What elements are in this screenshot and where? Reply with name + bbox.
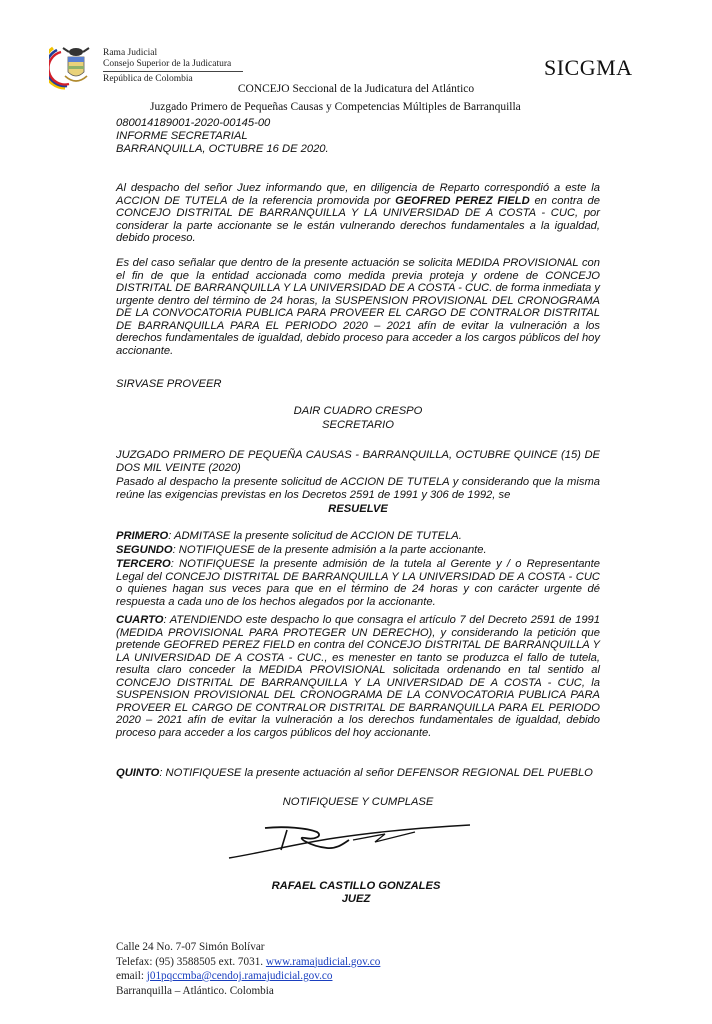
footer-phone: Telefax: (95) 3588505 ext. 7031. [116,955,266,968]
tercero-label: TERCERO [116,558,171,570]
cuarto-text: : ATENDIENDO este despacho lo que consagra el artículo 7 del Decreto 2591 de 1991 (MEDIDA PROVISIONAL PARA PROTEGER UN DERECHO), y considerando la petición que pretende GEOFRED PEREZ FIELD en contra del CONCEJO DISTRITAL DE BARRANQUILLA Y LA UNIVERSIDAD DE A COSTA - CUC., es menester en tanto se produzca el fallo de tutela, resulta claro conceder la MEDIDA PROVISIONAL solicitada ordenando en tal sentido al CONCEJO DISTRITAL DE BARRANQUILLA Y LA UNIVERSIDAD DE A COSTA - CUC, la SUSPENSION PROVISIONAL DEL CRONOGRAMA DE LA CONVOCATORIA PUBLICA PARA PROVEER EL CARGO DE CONTRALOR DISTRITAL DE BARRANQUILLA PARA EL PERIODO 2020 – 2021 afín de evitar la vulneración a los derechos fundamentales de igualdad, debido proceso para acceder a los cargos públicos del hoy accionante. [116,614,600,739]
item-segundo [116,544,600,557]
footer-address: Calle 24 No. 7-07 Simón Bolívar [116,941,265,953]
segundo-label: SEGUNDO [116,544,173,556]
footer-email-line [116,969,380,984]
report-paragraph-2: Es del caso señalar que dentro de la presente actuación se solicita MEDIDA PROVISIONAL con el fin de que la entidad accionada como medida previa proteja y ordene de CONCEJO DISTRITAL DE BARRANQUILLA Y LA UNIVERSIDAD DE A COSTA - CUC. de forma inmediata y urgente dentro del término de 24 horas, la SUSPENSION PROVISIONAL DEL CRONOGRAMA DE LA CONVOCATORIA PUBLICA PARA PROVEER EL CARGO DE CONTRALOR DISTRITAL DE BARRANQUILLA PARA EL PERIODO 2020 – 2021 afín de evitar la vulneración a los derechos fundamentales de igualdad, debido proceso para acceder a los cargos públicos del hoy accionante. [116,257,600,357]
resuelve-heading: RESUELVE [328,503,388,515]
closing-formula: NOTIFIQUESE Y CUMPLASE [282,796,434,808]
item-quinto [116,767,600,780]
report-label: INFORME SECRETARIAL [116,130,248,142]
case-number: 080014189001-2020-00145-00 [116,117,271,129]
item-tercero [116,558,600,608]
brand-label: SICGMA [544,55,633,80]
order-intro: Pasado al despacho la presente solicitud de ACCION DE TUTELA y considerando que la misma reúne las exigencias previstas en los Decretos 2591 de 1991 y 306 de 1992, se [116,476,600,501]
report-paragraph-1 [116,182,600,245]
item-cuarto [116,614,600,739]
court-heading: Juzgado Primero de Pequeñas Causas y Competencias Múltiples de Barranquilla [150,101,521,113]
quinto-label: QUINTO [116,767,160,779]
order-heading: JUZGADO PRIMERO DE PEQUEÑA CAUSAS - BARRANQUILLA, OCTUBRE QUINCE (15) DE DOS MIL VEINTE (2020) [116,449,600,474]
quinto-text: : NOTIFIQUESE la presente actuación al señor DEFENSOR REGIONAL DEL PUEBLO [159,767,593,779]
tercero-text: : NOTIFIQUESE la presente admisión de la tutela al Gerente y / o Representante Legal del CONCEJO DISTRITAL DE BARRANQUILLA Y LA UNIVERSIDAD DE A COSTA - CUC o quienes hagan sus veces para que en el término de 24 horas y con carácter urgente dé respuesta a cada uno de los hechos alegados por la accionante. [116,558,600,608]
judge-signature [225,822,475,864]
item-primero [116,530,600,543]
secretary-name: DAIR CUADRO CRESPO [293,405,423,417]
email-link[interactable]: j01pqccmba@cendoj.ramajudicial.gov.co [146,970,333,982]
footer-city: Barranquilla – Atlántico. Colombia [116,984,274,997]
place-date: BARRANQUILLA, OCTUBRE 16 DE 2020. [116,143,329,155]
org-line-1: Rama Judicial [103,48,158,58]
judge-name: RAFAEL CASTILLO GONZALES [271,880,441,892]
cuarto-label: CUARTO [116,614,164,626]
case-meta [116,117,329,156]
org-line-3: República de Colombia [103,74,193,84]
judge-title: JUEZ [341,893,371,905]
website-link[interactable]: www.ramajudicial.gov.co [265,955,381,968]
report-p1-end: en contra de CONCEJO DISTRITAL DE BARRANQUILLA Y LA UNIVERSIDAD DE A COSTA - CUC, por considerar la parte accionante se le están vulnerando derechos fundamentales a la igualdad, debido proceso. [116,194,600,244]
report-p1-start: Al despacho del señor Juez informando que, en diligencia de Reparto correspondió a este la ACCION DE TUTELA de la referencia promovida por [116,182,600,207]
institution-block [103,48,243,85]
secretary-title: SECRETARIO [322,419,394,431]
judge-block [0,880,712,906]
sirvase-proveer: SIRVASE PROVEER [116,378,222,390]
council-heading: CONCEJO Seccional de la Judicatura del Atlántico [237,83,475,95]
org-line-2: Consejo Superior de la Judicatura [103,59,232,69]
org-divider [103,71,243,72]
footer-contact [116,940,380,998]
footer-email-label: email: [116,970,147,982]
segundo-text: : NOTIFIQUESE de la presente admisión a la parte accionante. [172,544,487,556]
primero-text: : ADMITASE la presente solicitud de ACCION DE TUTELA. [168,530,462,542]
plaintiff-name: GEOFRED PEREZ FIELD [395,194,530,207]
primero-label: PRIMERO [116,530,169,542]
footer-phone-line [116,955,380,970]
